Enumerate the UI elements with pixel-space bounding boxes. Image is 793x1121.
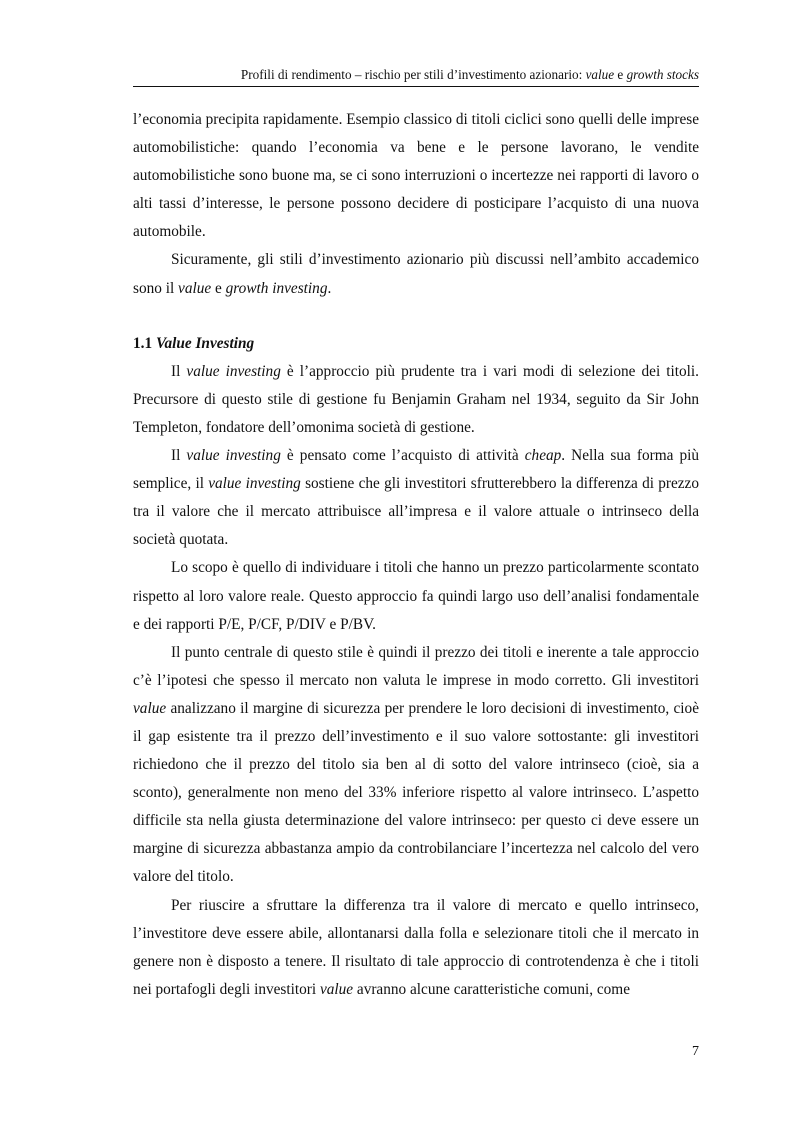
section-number: 1.1 xyxy=(133,334,156,352)
paragraph-1: l’economia precipita rapidamente. Esempio classico di titoli ciclici sono quelli delle imprese automobilistiche: quando l’economia va bene e le persone lavorano, le vendite automobilistiche sono buone ma, se ci sono interruzioni o incertezze nei rapporti di lavoro o alti tassi d’interesse, le persone possono decidere di posticipare l’acquisto di una nuova automobile. xyxy=(133,111,699,241)
section-paragraph-5: Per riuscire a sfruttare la differenza tra il valore di mercato e quello intrinseco, l’investitore deve essere abile, allontanarsi dalla folla e selezionare titoli che il mercato in genere non è disposto a tenere. Il risultato di tale approccio di controtendenza è che i titoli nei portafogli degli investitori value avranno alcune caratteristiche comuni, come xyxy=(133,896,699,998)
header-prefix: Profili di rendimento – rischio per stili d’investimento azionario: xyxy=(240,67,586,82)
header-mid: e xyxy=(614,67,627,82)
header-rule xyxy=(133,86,699,87)
section-title: Value Investing xyxy=(155,334,255,352)
section-paragraph-1: Il value investing è l’approccio più prudente tra i vari modi di selezione dei titoli. Precursore di questo stile di gestione fu Benjamin Graham nel 1934, seguito da Sir John Templeton, fondatore dell’omonima società di gestione. xyxy=(133,362,699,436)
section-heading xyxy=(133,330,699,358)
paragraph-2: Sicuramente, gli stili d’investimento azionario più discussi nell’ambito accademico sono il value e growth investing. xyxy=(133,251,699,297)
page-number: 7 xyxy=(692,1044,699,1059)
body-text xyxy=(133,106,699,1004)
running-header xyxy=(133,66,699,83)
section-paragraph-3: Lo scopo è quello di individuare i titoli che hanno un prezzo particolarmente scontato rispetto al loro valore reale. Questo approccio fa quindi largo uso dell’analisi fondamentale e dei rapporti P/E, P/CF, P/DIV e P/BV. xyxy=(133,559,699,633)
header-term-value: value xyxy=(585,67,615,82)
section-paragraph-2: Il value investing è pensato come l’acquisto di attività cheap. Nella sua forma più semplice, il value investing sostiene che gli investitori sfrutterebbero la differenza di prezzo tra il valore che il mercato attribuisce all’impresa e il valore attuale o intrinseco della società quotata. xyxy=(133,447,699,549)
section-paragraph-4: Il punto centrale di questo stile è quindi il prezzo dei titoli e inerente a tale approccio c’è l’ipotesi che spesso il mercato non valuta le imprese in modo corretto. Gli investitori value analizzano il margine di sicurezza per prendere le loro decisioni di investimento, cioè il gap esistente tra il prezzo dell’investimento e il suo valore sottostante: gli investitori richiedono che il prezzo del titolo sia ben al di sotto del valore intrinseco (cioè, sia a sconto), generalmente non meno del 33% inferiore rispetto al valore intrinseco. L’aspetto difficile sta nella giusta determinazione del valore intrinseco: per questo ci deve essere un margine di sicurezza abbastanza ampio da controbilanciare l’incertezza nel calcolo del vero valore del titolo. xyxy=(133,643,699,886)
header-term-growth: growth stocks xyxy=(626,67,699,82)
